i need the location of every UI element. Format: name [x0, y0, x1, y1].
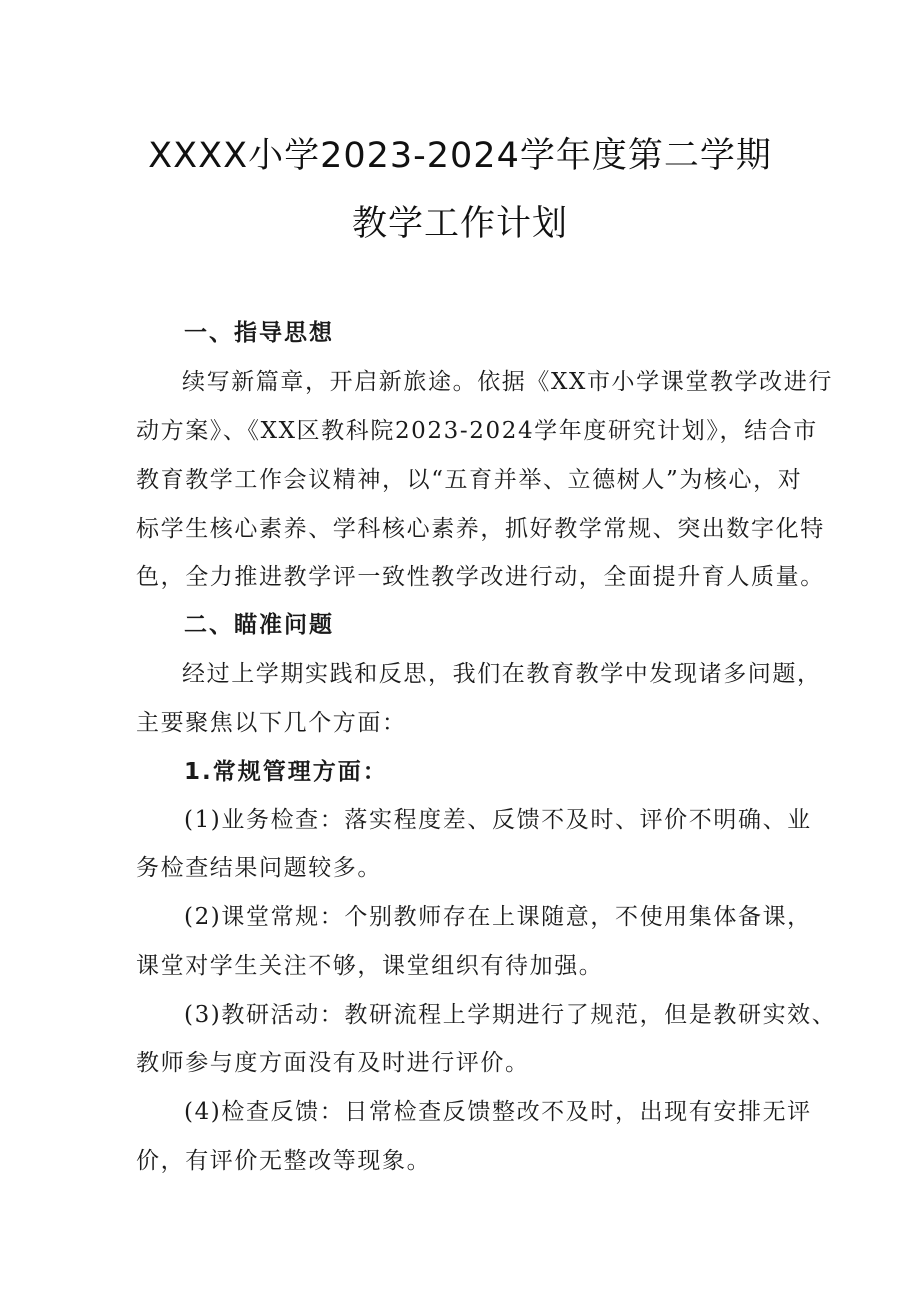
paragraph-line: 续写新篇章，开启新旅途。依据《XX市小学课堂教学改进行 [182, 369, 833, 395]
section-heading-problems: 二、瞄准问题 [184, 612, 334, 638]
list-item-line: 价，有评价无整改等现象。 [136, 1148, 432, 1174]
paragraph-line: 标学生核心素养、学科核心素养，抓好教学常规、突出数字化特 [136, 516, 825, 542]
paragraph-line: 动方案》、《XX区教科院2023-2024学年度研究计划》，结合市 [136, 418, 818, 444]
list-item-line: (2)课堂常规：个别教师存在上课随意，不使用集体备课， [184, 904, 812, 930]
paragraph-line: 主要聚焦以下几个方面： [136, 710, 407, 736]
list-item-line: (4)检查反馈：日常检查反馈整改不及时，出现有安排无评 [184, 1099, 812, 1125]
list-item-line: (1)业务检查：落实程度差、反馈不及时、评价不明确、业 [184, 807, 812, 833]
paragraph-line: 教育教学工作会议精神，以“五育并举、立德树人”为核心，对 [136, 467, 803, 493]
list-item-line: 教师参与度方面没有及时进行评价。 [136, 1050, 530, 1076]
list-item-line: (3)教研活动：教研流程上学期进行了规范，但是教研实效、 [184, 1002, 837, 1028]
document-title-line-2: 教学工作计划 [351, 204, 568, 244]
list-item-line: 务检查结果问题较多。 [136, 855, 382, 881]
subheading-routine-management: 1.常规管理方面： [184, 759, 388, 785]
document-title-line-1: XXXX小学2023-2024学年度第二学期 [148, 136, 772, 176]
section-heading-guiding-thought: 一、指导思想 [184, 320, 334, 346]
paragraph-line: 经过上学期实践和反思，我们在教育教学中发现诸多问题， [182, 661, 822, 687]
list-item-line: 课堂对学生关注不够，课堂组织有待加强。 [136, 953, 604, 979]
paragraph-line: 色，全力推进教学评一致性教学改进行动，全面提升育人质量。 [136, 564, 825, 590]
